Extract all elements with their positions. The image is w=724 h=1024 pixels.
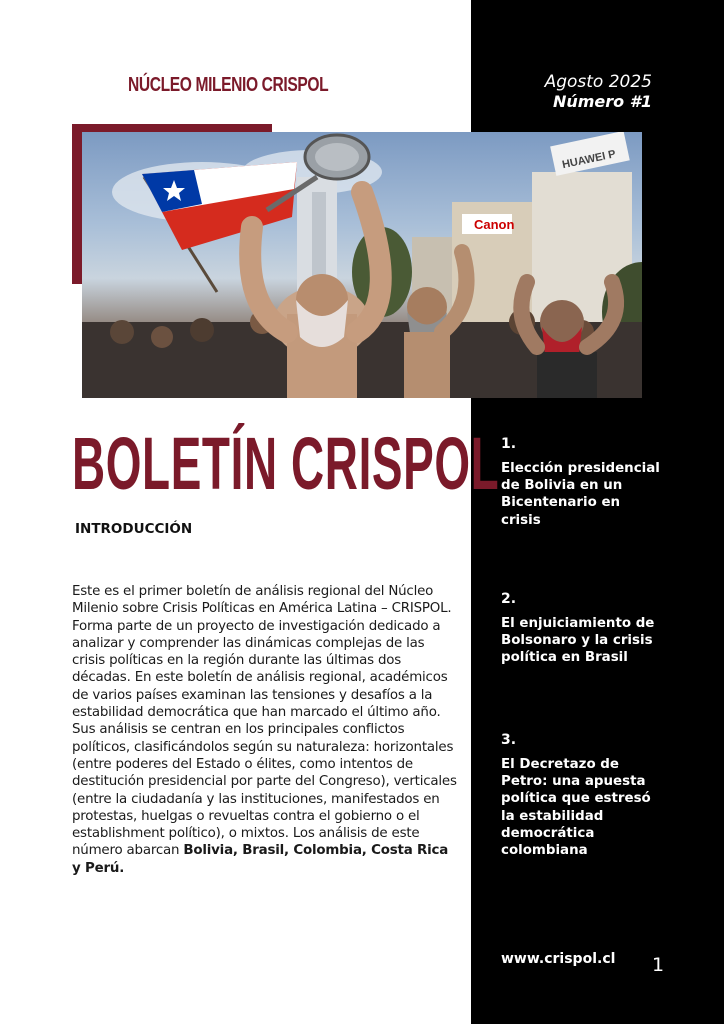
photo-frame-left (72, 124, 82, 284)
toc-item-3[interactable] (501, 732, 661, 859)
page-number: 1 (652, 954, 665, 976)
toc-item-title: El Decretazo de Petro: una apuesta política que estresó la estabilidad democrática colombiana (501, 757, 651, 859)
toc-item-number: 3. (501, 732, 517, 748)
cover-photo (82, 132, 642, 398)
intro-text: Este es el primer boletín de análisis regional del Núcleo Milenio sobre Crisis Políticas en América Latina – CRISPOL. Forma parte de un proyecto de investigación dedicado a analizar y comprender las dinámicas complejas de las crisis políticas en la región durante las últimas dos décadas. En este boletín de análisis regional, académicos de varios países examinan las tensiones y desafíos a la estabilidad democrática que han marcado el último año. Sus análisis se centran en los principales conflictos políticos, clasificándolos según su naturaleza: horizontales (entre poderes del Estado o élites, como intentos de destitución presidencial por parte del Congreso), verticales (entre la ciudadanía y las instituciones, manifestados en protestas, huelgas o revueltas contra el gobierno o el establishment político), o mixtos. Los análisis de este número abarcan (72, 584, 457, 859)
org-name: NÚCLEO MILENIO CRISPOL (128, 74, 329, 96)
bulletin-title: BOLETÍN CRISPOL (72, 422, 500, 505)
toc-item-number: 1. (501, 436, 517, 452)
issue-number: Número #1 (552, 92, 652, 111)
toc-item-1[interactable] (501, 436, 661, 529)
toc-item-2[interactable] (501, 591, 661, 667)
toc-item-title: Elección presidencial de Bolivia en un Bicentenario en crisis (501, 461, 660, 528)
intro-countries: Bolivia, Brasil, Colombia, Costa Rica y Perú. (72, 843, 449, 876)
canon-sign-text: Canon (474, 217, 515, 232)
website-link[interactable]: www.crispol.cl (501, 951, 616, 967)
intro-heading: INTRODUCCIÓN (75, 521, 193, 537)
intro-paragraph (72, 583, 460, 877)
issue-date: Agosto 2025 (544, 72, 652, 92)
huawei-sign-text: HUAWEI P (561, 148, 617, 172)
protest-illustration (82, 132, 642, 398)
toc-item-title: El enjuiciamiento de Bolsonaro y la crisis política en Brasil (501, 616, 655, 666)
toc-item-number: 2. (501, 591, 517, 607)
